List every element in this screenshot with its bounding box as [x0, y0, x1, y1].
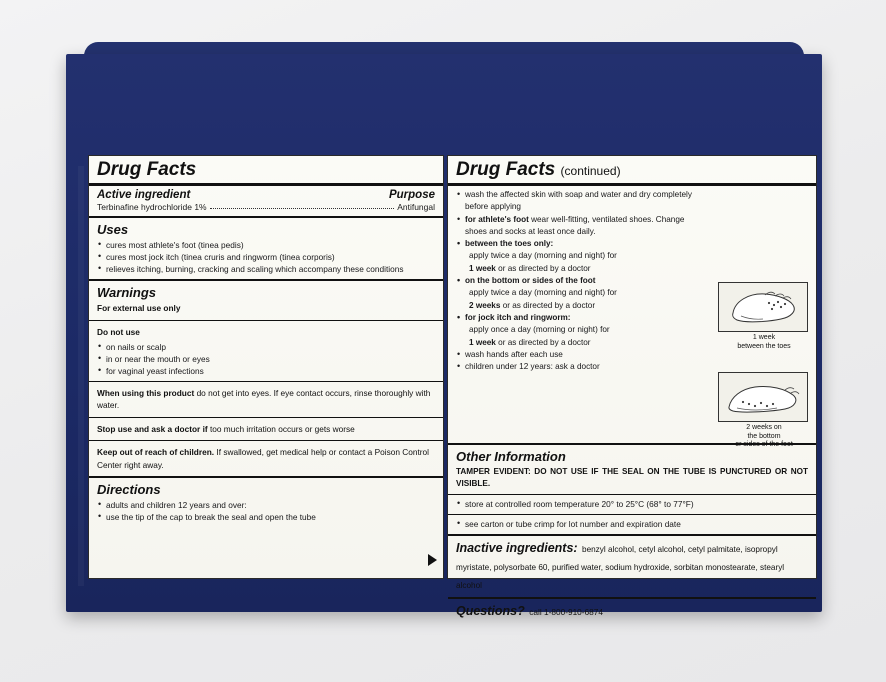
toes-duration: 1 week: [469, 263, 496, 273]
list-item: • on the bottom or sides of the foot: [456, 275, 704, 287]
drug-facts-left-panel: [88, 155, 444, 579]
list-item: • wash hands after each use: [456, 349, 704, 361]
list-item: [456, 214, 704, 239]
keep-out-section: [89, 441, 443, 476]
list-item: • store at controlled room temperature 20° to 25°C (68° to 77°F): [456, 498, 808, 510]
bottom-duration: 2 weeks: [469, 300, 501, 310]
foot-side-icon: [719, 373, 807, 421]
athletes-foot-bold: for athlete's foot: [465, 214, 529, 224]
active-ingredient-value: Terbinafine hydrochloride 1%: [97, 201, 207, 212]
list-item: • on nails or scalp: [97, 341, 435, 353]
list-item: • children under 12 years: ask a doctor: [456, 361, 704, 373]
do-not-use-list: [97, 341, 435, 377]
tamper-evident-text: TAMPER EVIDENT: DO NOT USE IF THE SEAL ON THE TUBE IS PUNCTURED OR NOT VISIBLE.: [456, 466, 808, 488]
inactive-ingredients-text: benzyl alcohol, cetyl alcohol, cetyl palmitate, isopropyl myristate, polysorbate 60, purified water, sodium hydroxide, sorbitan monostearate, stearyl alcohol: [456, 544, 785, 590]
list-item: • relieves itching, burning, cracking and scaling which accompany these conditions: [97, 263, 435, 275]
foot-illustration-bottom: [718, 372, 808, 422]
storage-list: [456, 498, 808, 510]
diagram-caption-bottom: 2 weeks on the bottom or sides of the foot: [735, 423, 793, 449]
dot-leader: [210, 202, 395, 209]
uses-list: [97, 239, 435, 275]
when-using-section: [89, 382, 443, 417]
list-item: • for jock itch and ringworm:: [456, 312, 704, 324]
lot-number-section: [448, 515, 816, 534]
warnings-heading: Warnings: [97, 284, 156, 300]
uses-heading: Uses: [97, 221, 129, 237]
stop-use-section: [89, 418, 443, 440]
warnings-section: [89, 281, 443, 320]
bottom-directed-text: or as directed by a doctor: [502, 300, 596, 310]
stop-use-bold: Stop use and ask a doctor if: [97, 423, 208, 434]
other-information-heading: Other Information: [456, 448, 566, 464]
list-item: [456, 250, 704, 262]
left-panel-title: Drug Facts: [97, 159, 197, 180]
questions-heading: Questions?: [456, 603, 525, 618]
toes-directed-text: or as directed by a doctor: [498, 263, 591, 273]
list-item: • between the toes only:: [456, 238, 704, 250]
active-ingredient-section: [89, 186, 443, 216]
keep-out-bold: Keep out of reach of children.: [97, 447, 215, 458]
list-item: • see carton or tube crimp for lot number and expiration date: [456, 518, 808, 530]
carton-edge: [78, 166, 84, 586]
directions-section: [89, 478, 443, 527]
list-item: • in or near the mouth or eyes: [97, 353, 435, 365]
list-item: • cures most athlete's foot (tinea pedis): [97, 239, 435, 251]
directions-list: [97, 499, 435, 523]
diagram-caption-top: 1 week between the toes: [737, 333, 791, 350]
athletes-foot-text: wear well-fitting, ventilated shoes. Change shoes and socks at least once daily.: [465, 214, 685, 236]
list-item: • for vaginal yeast infections: [97, 365, 435, 377]
questions-phone: call 1-800-910-6874: [529, 606, 604, 617]
between-the-toes-diagram: [718, 282, 810, 352]
list-item: • wash the affected skin with soap and water and dry completely before applying: [456, 189, 704, 214]
list-item: apply twice a day (morning and night) for: [469, 288, 617, 298]
do-not-use-section: [89, 321, 443, 380]
purpose-heading: Purpose: [388, 188, 435, 201]
jock-itch-duration: 1 week: [469, 337, 496, 347]
other-information-section: [448, 445, 816, 494]
list-item: • cures most jock itch (tinea cruris and ringworm (tinea corporis): [97, 251, 435, 263]
inactive-ingredients-section: [448, 536, 816, 597]
list-item: [456, 300, 704, 312]
purpose-value: Antifungal: [397, 201, 435, 212]
list-item: • adults and children 12 years and over:: [97, 499, 435, 511]
bottom-or-sides-diagram: [718, 372, 810, 450]
storage-info-section: [448, 495, 816, 514]
lot-list: [456, 518, 808, 530]
active-ingredient-heading: Active ingredient: [97, 188, 191, 201]
questions-section: [448, 599, 816, 624]
list-item: apply once a day (morning or night) for: [469, 325, 610, 335]
continue-arrow-icon: [428, 554, 437, 566]
directions-continued-list: [456, 189, 704, 373]
uses-section: [89, 218, 443, 279]
foot-top-icon: [719, 283, 807, 331]
toes-dose-text: apply twice a day (morning and night) for: [469, 251, 617, 261]
when-using-bold: When using this product: [97, 387, 195, 398]
directions-continued-section: [448, 186, 816, 449]
foot-illustration-top: [718, 282, 808, 332]
external-use-only: For external use only: [97, 302, 181, 313]
drug-facts-right-panel: [447, 155, 817, 618]
right-panel-title: [448, 156, 816, 183]
list-item: [456, 337, 704, 349]
jock-itch-directed-text: or as directed by a doctor: [498, 337, 591, 347]
when-using-text: do not get into eyes. If eye contact occurs, rinse thoroughly with water.: [97, 387, 431, 411]
directions-heading: Directions: [97, 482, 161, 498]
right-panel-title-text: Drug Facts: [456, 159, 556, 180]
do-not-use-heading: Do not use: [97, 327, 140, 338]
list-item: • use the tip of the cap to break the seal and open the tube: [97, 511, 435, 523]
stop-use-text: too much irritation occurs or gets worse: [209, 423, 355, 434]
inactive-ingredients-heading: Inactive ingredients:: [456, 540, 578, 555]
right-panel-title-continued: (continued): [560, 164, 621, 178]
list-item: [456, 263, 704, 275]
keep-out-text: If swallowed, get medical help or contact a Poison Control Center right away.: [97, 447, 430, 470]
